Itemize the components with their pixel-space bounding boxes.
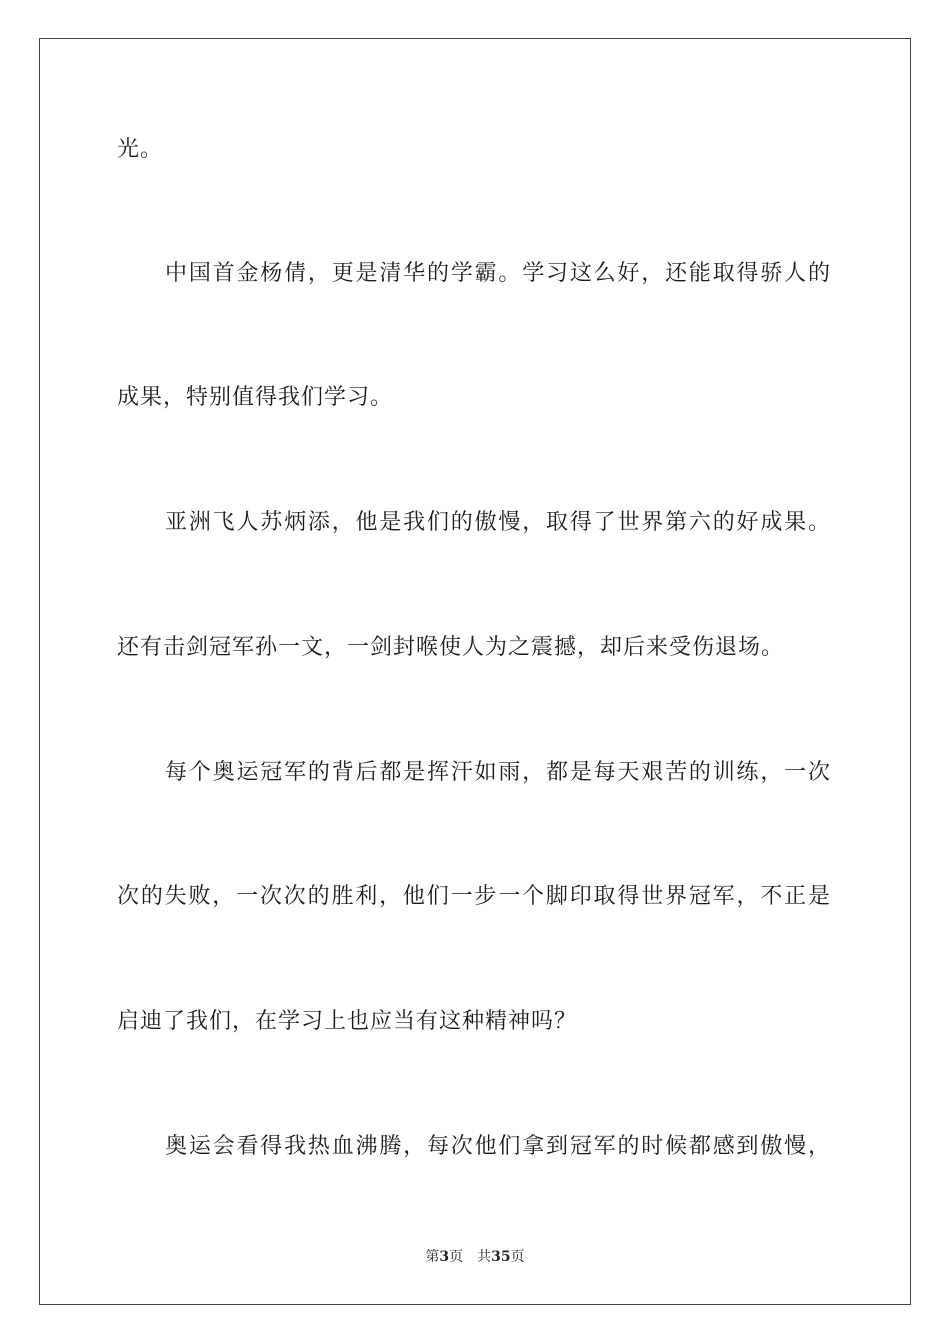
text-line-2: 中国首金杨倩，更是清华的学霸。学习这么好，还能取得骄人的 [165, 261, 831, 286]
text-line-7: 次的失败，一次次的胜利，他们一步一个脚印取得世界冠军，不正是 [117, 884, 831, 909]
page-prefix: 第 [425, 1249, 440, 1265]
text-line-3: 成果，特别值得我们学习。 [117, 385, 394, 410]
total-suffix: 页 [510, 1249, 525, 1265]
text-line-4: 亚洲飞人苏炳添，他是我们的傲慢，取得了世界第六的好成果。 [165, 510, 831, 535]
page-border [39, 38, 911, 1305]
page-number: 3 [439, 1249, 450, 1265]
text-line-5: 还有击剑冠军孙一文，一剑封喉使人为之震撼，却后来受伤退场。 [117, 635, 785, 660]
text-line-9: 奥运会看得我热血沸腾，每次他们拿到冠军的时候都感到傲慢， [165, 1134, 831, 1159]
total-prefix: 共 [477, 1249, 492, 1265]
text-line-6: 每个奥运冠军的背后都是挥汗如雨，都是每天艰苦的训练，一次 [165, 760, 831, 785]
text-line-1: 光。 [117, 137, 164, 162]
page-footer [0, 1248, 950, 1266]
text-line-8: 启迪了我们，在学习上也应当有这种精神吗？ [117, 1009, 578, 1034]
page-suffix: 页 [449, 1249, 464, 1265]
total-pages: 35 [491, 1249, 511, 1265]
